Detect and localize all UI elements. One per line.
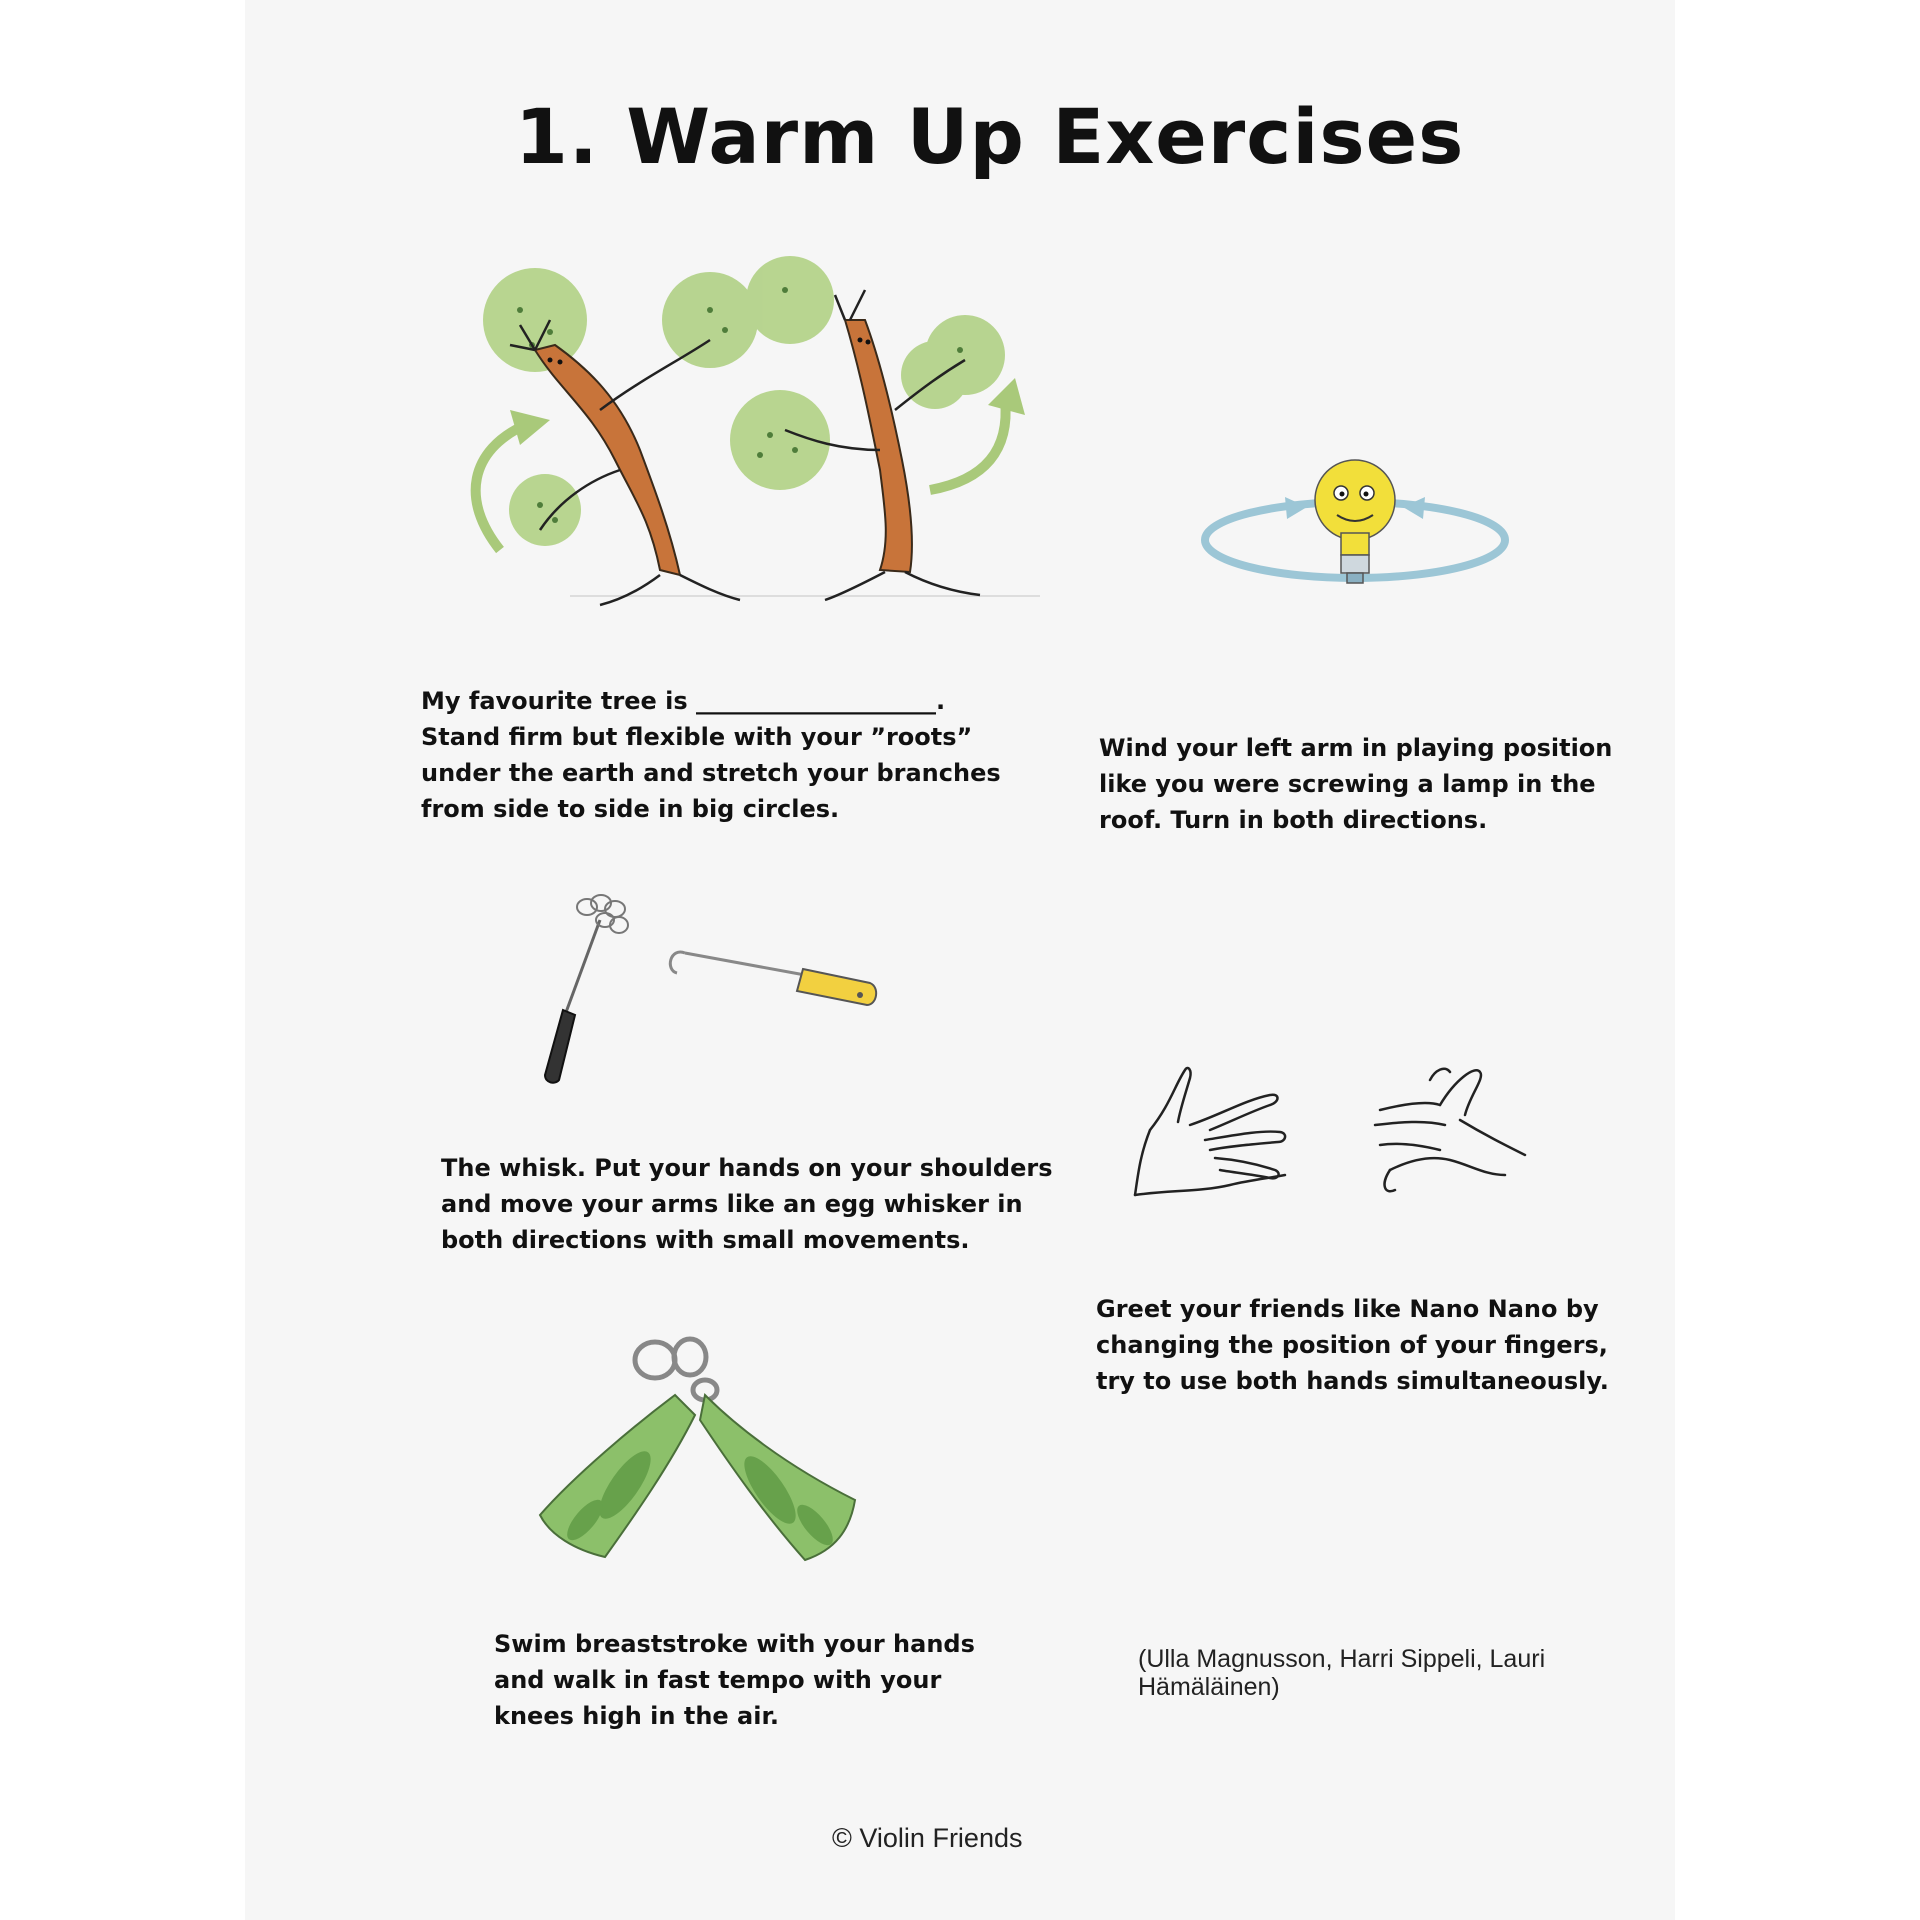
text-line: The whisk. Put your hands on your shoulders	[441, 1154, 1053, 1182]
text-line: Stand firm but flexible with your ”roots”	[421, 723, 973, 751]
text-line: and move your arms like an egg whisker in	[441, 1190, 1023, 1218]
text-line: try to use both hands simultaneously.	[1096, 1367, 1609, 1395]
lamp-exercise-text	[1099, 730, 1612, 838]
dancing-trees-illustration	[440, 250, 1060, 650]
text-line: and walk in fast tempo with your	[494, 1666, 942, 1694]
swim-fins-illustration	[535, 1335, 865, 1565]
text-line: from side to side in big circles.	[421, 795, 840, 823]
lightbulb-rotation-illustration	[1195, 455, 1515, 595]
text-line: Wind your left arm in playing position	[1099, 734, 1613, 762]
hands-illustration	[1130, 1060, 1530, 1210]
swim-exercise-text	[494, 1626, 975, 1734]
text-line: under the earth and stretch your branches	[421, 759, 1001, 787]
page-title: 1. Warm Up Exercises	[515, 92, 1465, 181]
whisk-illustration	[525, 885, 955, 1085]
text-line: Greet your friends like Nano Nano by	[1096, 1295, 1599, 1323]
tree-exercise-text	[421, 683, 1001, 827]
nano-exercise-text	[1096, 1291, 1609, 1399]
text-line: My favourite tree is ____________________.	[421, 687, 946, 715]
copyright-notice: © Violin Friends	[832, 1823, 1023, 1853]
text-line: knees high in the air.	[494, 1702, 779, 1730]
text-line: both directions with small movements.	[441, 1226, 970, 1254]
text-line: roof. Turn in both directions.	[1099, 806, 1488, 834]
text-line: changing the position of your fingers,	[1096, 1331, 1608, 1359]
text-line: Swim breaststroke with your hands	[494, 1630, 975, 1658]
whisk-exercise-text	[441, 1150, 1052, 1258]
authors-credit: (Ulla Magnusson, Harri Sippeli, Lauri Hämäläinen)	[1138, 1645, 1546, 1701]
text-line: like you were screwing a lamp in the	[1099, 770, 1596, 798]
